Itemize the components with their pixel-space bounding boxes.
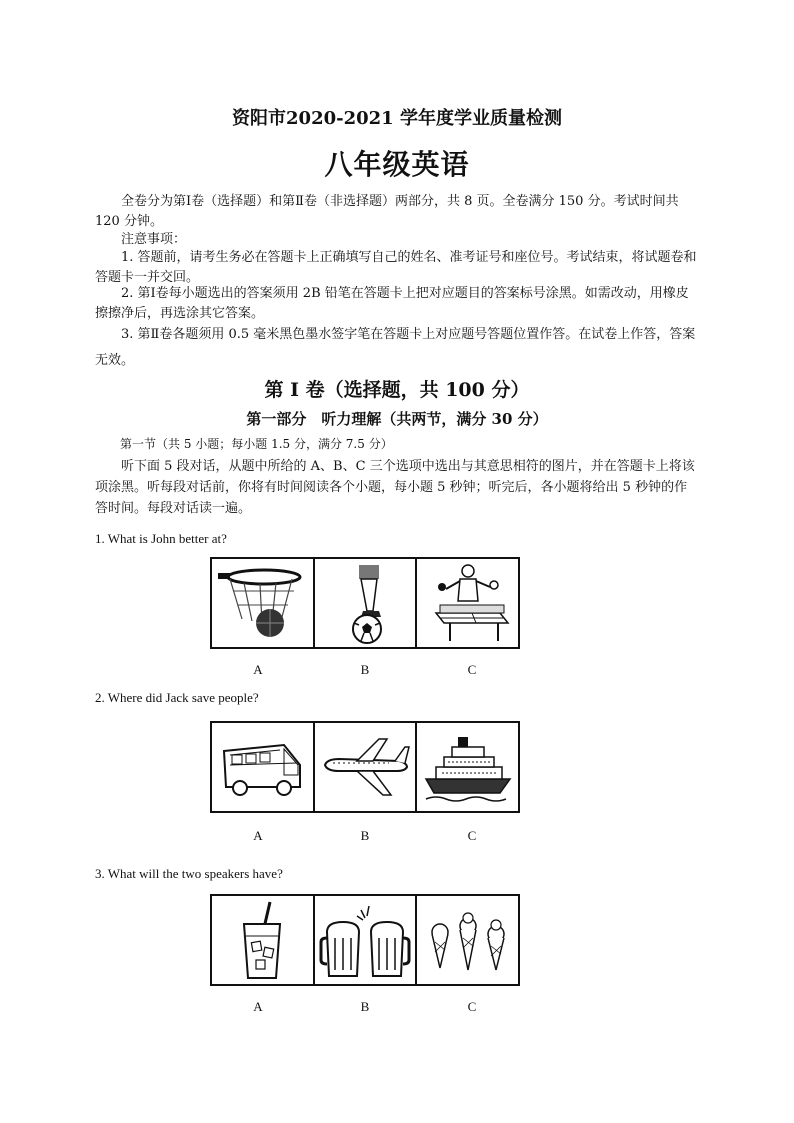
question-2-options [210,721,520,813]
note-2: 2. 第Ⅰ卷每小题选出的答案须用 2B 铅笔在答题卡上把对应题目的答案标号涂黑。如需改动，用橡皮擦擦净后，再选涂其它答案。 [95,286,689,321]
beer-mugs-icon [317,898,413,982]
note-1: 1. 答题前，请考生务必在答题卡上正确填写自己的姓名、准考证号和座位号。考试结束，将试题卷和答题卡一并交回。 [95,250,697,285]
subsection-title: 第一节（共 5 小题；每小题 1.5 分，满分 7.5 分） [120,437,393,451]
option-label-b: B [360,662,370,677]
option-a-image [212,896,315,984]
option-label-a: A [253,828,263,843]
exam-title: 资阳市2020-2021 学年度学业质量检测 [232,108,562,129]
exam-summary: 全卷分为第Ⅰ卷（选择题）和第Ⅱ卷（非选择题）两部分，共 8 页。全卷满分 150 分。考试时间共 120 分钟。 [95,194,679,229]
subject-title: 八年级英语 [324,148,470,181]
option-c-image [417,559,518,647]
question-3: 3. What will the two speakers have? [95,866,283,881]
option-label-a: A [253,662,263,677]
notes-label: 注意事项： [121,232,187,247]
question-3-options [210,894,520,986]
option-label-b: B [360,999,370,1014]
option-label-c: C [467,999,477,1014]
note-3: 3. 第Ⅱ卷各题须用 0.5 毫米黑色墨水签字笔在答题卡上对应题号答题位置作答。在试卷上作答，答案无效。 [95,327,696,368]
option-label-c: C [467,828,477,843]
option-c-image [417,723,518,811]
question-1-options [210,557,520,649]
ship-icon [420,725,516,809]
option-label-a: A [253,999,263,1014]
iced-drink-icon [214,898,310,982]
ice-cream-icon [420,898,516,982]
listening-instructions: 听下面 5 段对话，从题中所给的 A、B、C 三个选项中选出与其意思相符的图片，并在答题卡上将该项涂黑。听每段对话前，你将有时间阅读各个小题，每小题 5 秒钟；听完后，各小题将给出 5 秒钟的作答时间。每段对话读一遍。 [95,459,695,516]
option-b-image [315,723,418,811]
option-c-image [417,896,518,984]
question-2: 2. Where did Jack save people? [95,690,259,705]
basketball-hoop-icon [214,561,310,645]
question-1: 1. What is John better at? [95,531,227,546]
option-b-image [315,559,418,647]
table-tennis-icon [420,561,516,645]
bus-icon [214,725,310,809]
part-title: 第一部分 听力理解（共两节，满分 30 分） [246,410,548,428]
option-label-b: B [360,828,370,843]
option-label-c: C [467,662,477,677]
option-a-image [212,723,315,811]
option-a-image [212,559,315,647]
section-title: 第 I 卷（选择题，共 100 分） [264,379,530,401]
option-b-image [315,896,418,984]
soccer-ball-icon [317,561,413,645]
airplane-icon [317,725,413,809]
